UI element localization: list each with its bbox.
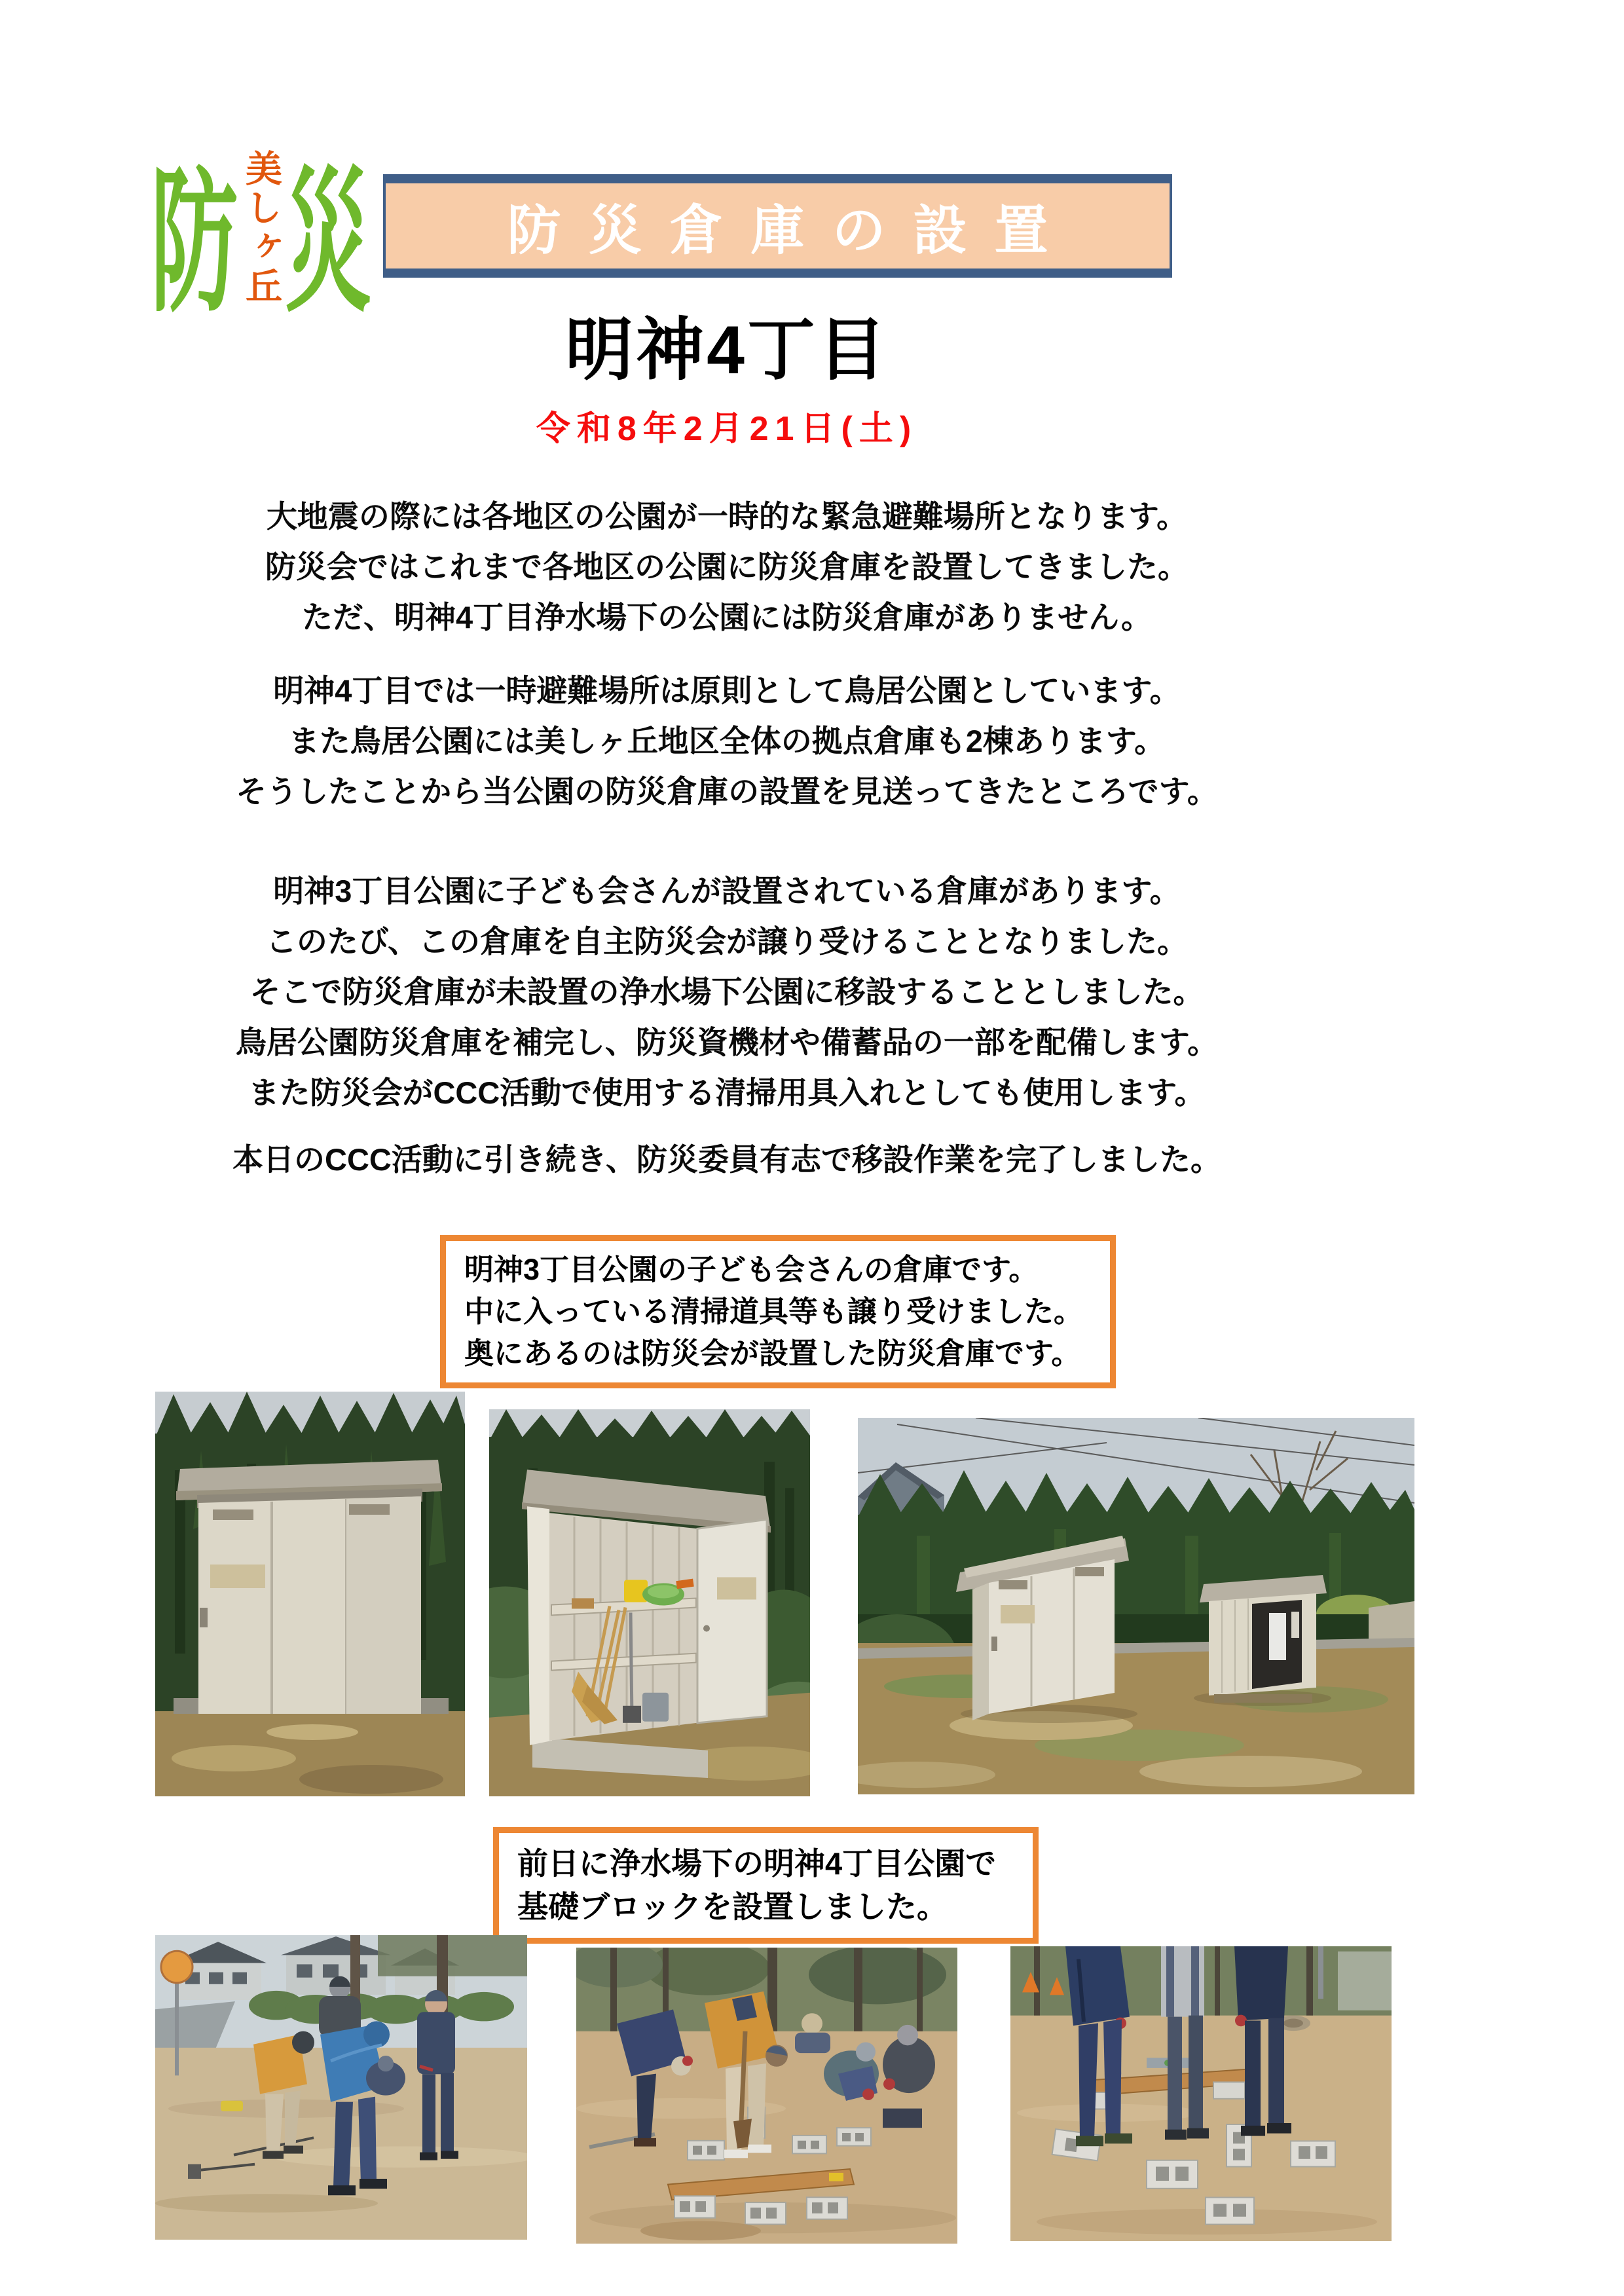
- paragraph-line: 鳥居公園防災倉庫を補完し、防災資機材や備蓄品の一部を配備します。: [235, 1025, 1219, 1060]
- paragraph-line: そうしたことから当公園の防災倉庫の設置を見送ってきたところです。: [236, 774, 1218, 809]
- callout-line: 基礎ブロックを設置しました。: [517, 1889, 948, 1924]
- event-date: 令和8年2月21日(土): [536, 410, 918, 448]
- callout-line: 明神3丁目公園の子ども会さんの倉庫です。: [464, 1253, 1039, 1286]
- paragraph-line: 明神4丁目では一時避難場所は原則として鳥居公園としています。: [273, 673, 1181, 708]
- paragraph-4: [0, 1134, 1454, 1185]
- paragraph-line: また鳥居公園には美しヶ丘地区全体の拠点倉庫も2棟あります。: [288, 724, 1166, 758]
- logo-sai-char: 災: [284, 157, 372, 330]
- shed: [176, 1460, 442, 1714]
- paragraph-1: [0, 491, 1454, 642]
- paragraph-line: 大地震の際には各地区の公園が一時的な緊急避難場所となります。: [266, 499, 1188, 534]
- banner-title: 防災倉庫の設置: [507, 200, 1076, 261]
- paragraph-3: [0, 866, 1454, 1118]
- paragraph-line: 本日のCCC活動に引き続き、防災委員有志で移設作業を完了しました。: [232, 1142, 1221, 1177]
- paragraph-line: このたび、この倉庫を自主防災会が譲り受けることとなりました。: [265, 924, 1189, 959]
- logo-center-text: 美しヶ丘: [241, 149, 282, 306]
- right-shed: [1194, 1575, 1331, 1706]
- paragraph-line: そこで防災倉庫が未設置の浄水場下公園に移設することとしました。: [249, 974, 1204, 1009]
- photo-two-sheds: [858, 1418, 1414, 1794]
- photo-open-shed: [489, 1409, 810, 1796]
- paragraph-line: 防災会ではこれまで各地区の公園に防災倉庫を設置してきました。: [265, 549, 1189, 584]
- page-title: 明神4丁目: [565, 312, 889, 388]
- paragraph-line: また防災会がCCC活動で使用する清掃用具入れとしても使用します。: [248, 1075, 1206, 1110]
- shed-open: [522, 1470, 771, 1745]
- photo-closed-shed: [155, 1392, 465, 1796]
- callout-line: 中に入っている清掃道具等も譲り受けました。: [464, 1295, 1084, 1328]
- photo-laying-blocks: [576, 1948, 957, 2244]
- callout-box-foundation: [493, 1827, 1039, 1944]
- callout-line: 前日に浄水場下の明神4丁目公園で: [517, 1846, 997, 1881]
- logo-bou-char: 防: [151, 157, 238, 330]
- photo-leveling-blocks: [1010, 1946, 1392, 2241]
- callout-line: 奥にあるのは防災会が設置した防災倉庫です。: [464, 1337, 1081, 1370]
- callout-box-storage: [440, 1235, 1116, 1388]
- paragraph-2: [0, 665, 1454, 817]
- title-banner: [383, 174, 1172, 278]
- paragraph-line: ただ、明神4丁目浄水場下の公園には防災倉庫がありません。: [302, 600, 1152, 635]
- photo-site-survey: [155, 1935, 527, 2240]
- paragraph-line: 明神3丁目公園に子ども会さんが設置されている倉庫があります。: [273, 874, 1181, 908]
